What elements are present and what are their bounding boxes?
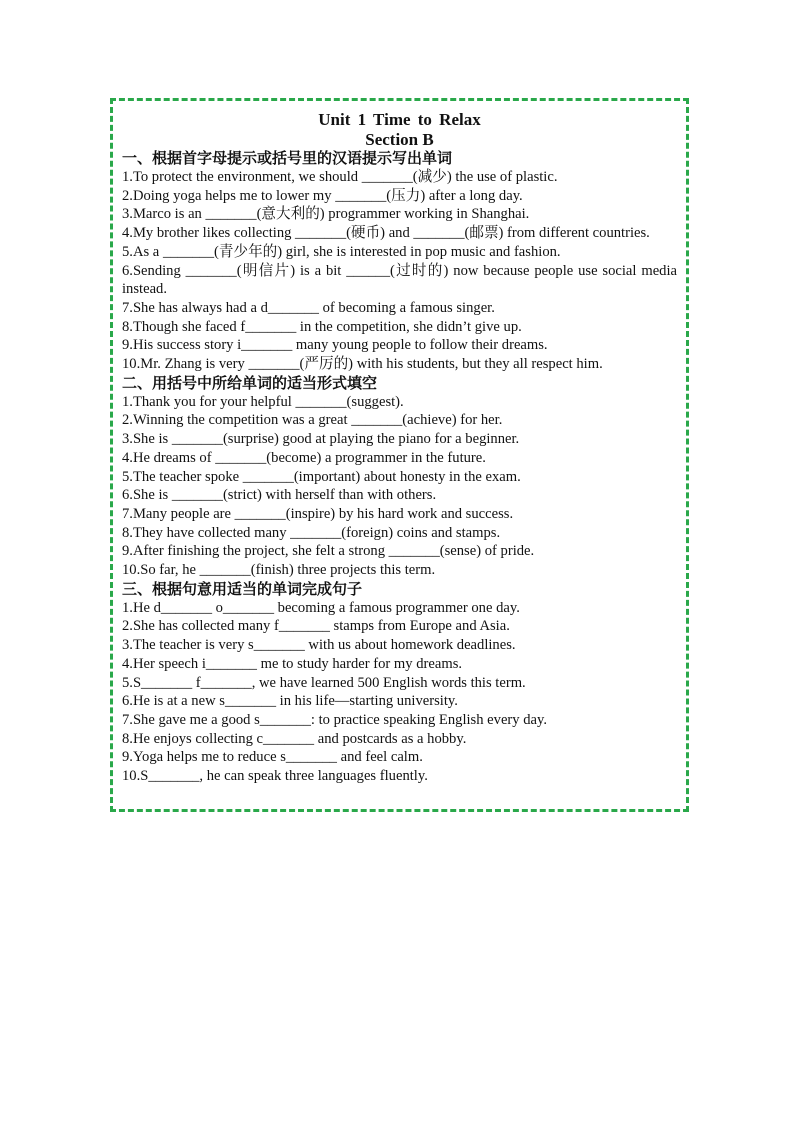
part3-item-10: 10.S_______, he can speak three languages fluently.: [122, 768, 428, 785]
part2-item-10: 10.So far, he _______(finish) three projects this term.: [122, 562, 436, 579]
part1-item-6: 6.Sending _______(明信片) is a bit ______(过时的) now because people use social media instead.: [122, 262, 677, 298]
part3-item-5: 5.S_______ f_______, we have learned 500 English words this term.: [122, 674, 526, 691]
part2-item-3: 3.She is _______(surprise) good at playing the piano for a beginner.: [122, 431, 520, 448]
worksheet-frame: [110, 98, 689, 812]
part1-item-4: 4.My brother likes collecting _______(硬币) and _______(邮票) from different countries.: [122, 225, 650, 242]
part2-item-9: 9.After finishing the project, she felt a strong _______(sense) of pride.: [122, 543, 535, 560]
part1-item-7: 7.She has always had a d_______ of becoming a famous singer.: [122, 299, 495, 316]
part3-item-3: 3.The teacher is very s_______ with us about homework deadlines.: [122, 637, 516, 654]
part3-item-1: 1.He d_______ o_______ becoming a famous programmer one day.: [122, 599, 520, 616]
part1-item-1: 1.To protect the environment, we should _______(减少) the use of plastic.: [122, 169, 558, 185]
part1-item-8: 8.Though she faced f_______ in the competition, she didn’t give up.: [122, 318, 522, 335]
part3-heading: 三、根据句意用适当的单词完成句子: [122, 579, 363, 598]
part1-item-5: 5.As a _______(青少年的) girl, she is interested in pop music and fashion.: [122, 243, 561, 260]
part1-item-3: 3.Marco is an _______(意大利的) programmer working in Shanghai.: [122, 206, 530, 223]
section-subtitle: Section B: [365, 130, 434, 149]
part3-item-7: 7.She gave me a good s_______: to practice speaking English every day.: [122, 711, 547, 728]
part1-heading: 一、根据首字母提示或括号里的汉语提示写出单词: [122, 149, 453, 167]
part2-heading: 二、用括号中所给单词的适当形式填空: [122, 373, 378, 392]
part3-item-8: 8.He enjoys collecting c_______ and postcards as a hobby.: [122, 730, 467, 747]
part2-item-5: 5.The teacher spoke _______(important) about honesty in the exam.: [122, 468, 521, 485]
part3-item-4: 4.Her speech i_______ me to study harder for my dreams.: [122, 655, 463, 672]
part1-item-2: 2.Doing yoga helps me to lower my _______(压力) after a long day.: [122, 187, 523, 204]
part2-item-8: 8.They have collected many _______(foreign) coins and stamps.: [122, 524, 501, 541]
part3-item-9: 9.Yoga helps me to reduce s_______ and feel calm.: [122, 749, 423, 766]
part3-item-2: 2.She has collected many f_______ stamps from Europe and Asia.: [122, 618, 510, 635]
part3-item-6: 6.He is at a new s_______ in his life—starting university.: [122, 693, 458, 710]
page-title: Unit 1 Time to Relax: [318, 110, 481, 129]
part2-item-1: 1.Thank you for your helpful _______(suggest).: [122, 393, 404, 410]
part1-item-10: 10.Mr. Zhang is very _______(严厉的) with his students, but they all respect him.: [122, 356, 603, 373]
part2-item-6: 6.She is _______(strict) with herself than with others.: [122, 487, 437, 504]
part1-item-9: 9.His success story i_______ many young people to follow their dreams.: [122, 337, 548, 354]
part2-item-4: 4.He dreams of _______(become) a programmer in the future.: [122, 449, 486, 466]
part2-item-2: 2.Winning the competition was a great _______(achieve) for her.: [122, 412, 503, 429]
part2-item-7: 7.Many people are _______(inspire) by his hard work and success.: [122, 505, 514, 522]
